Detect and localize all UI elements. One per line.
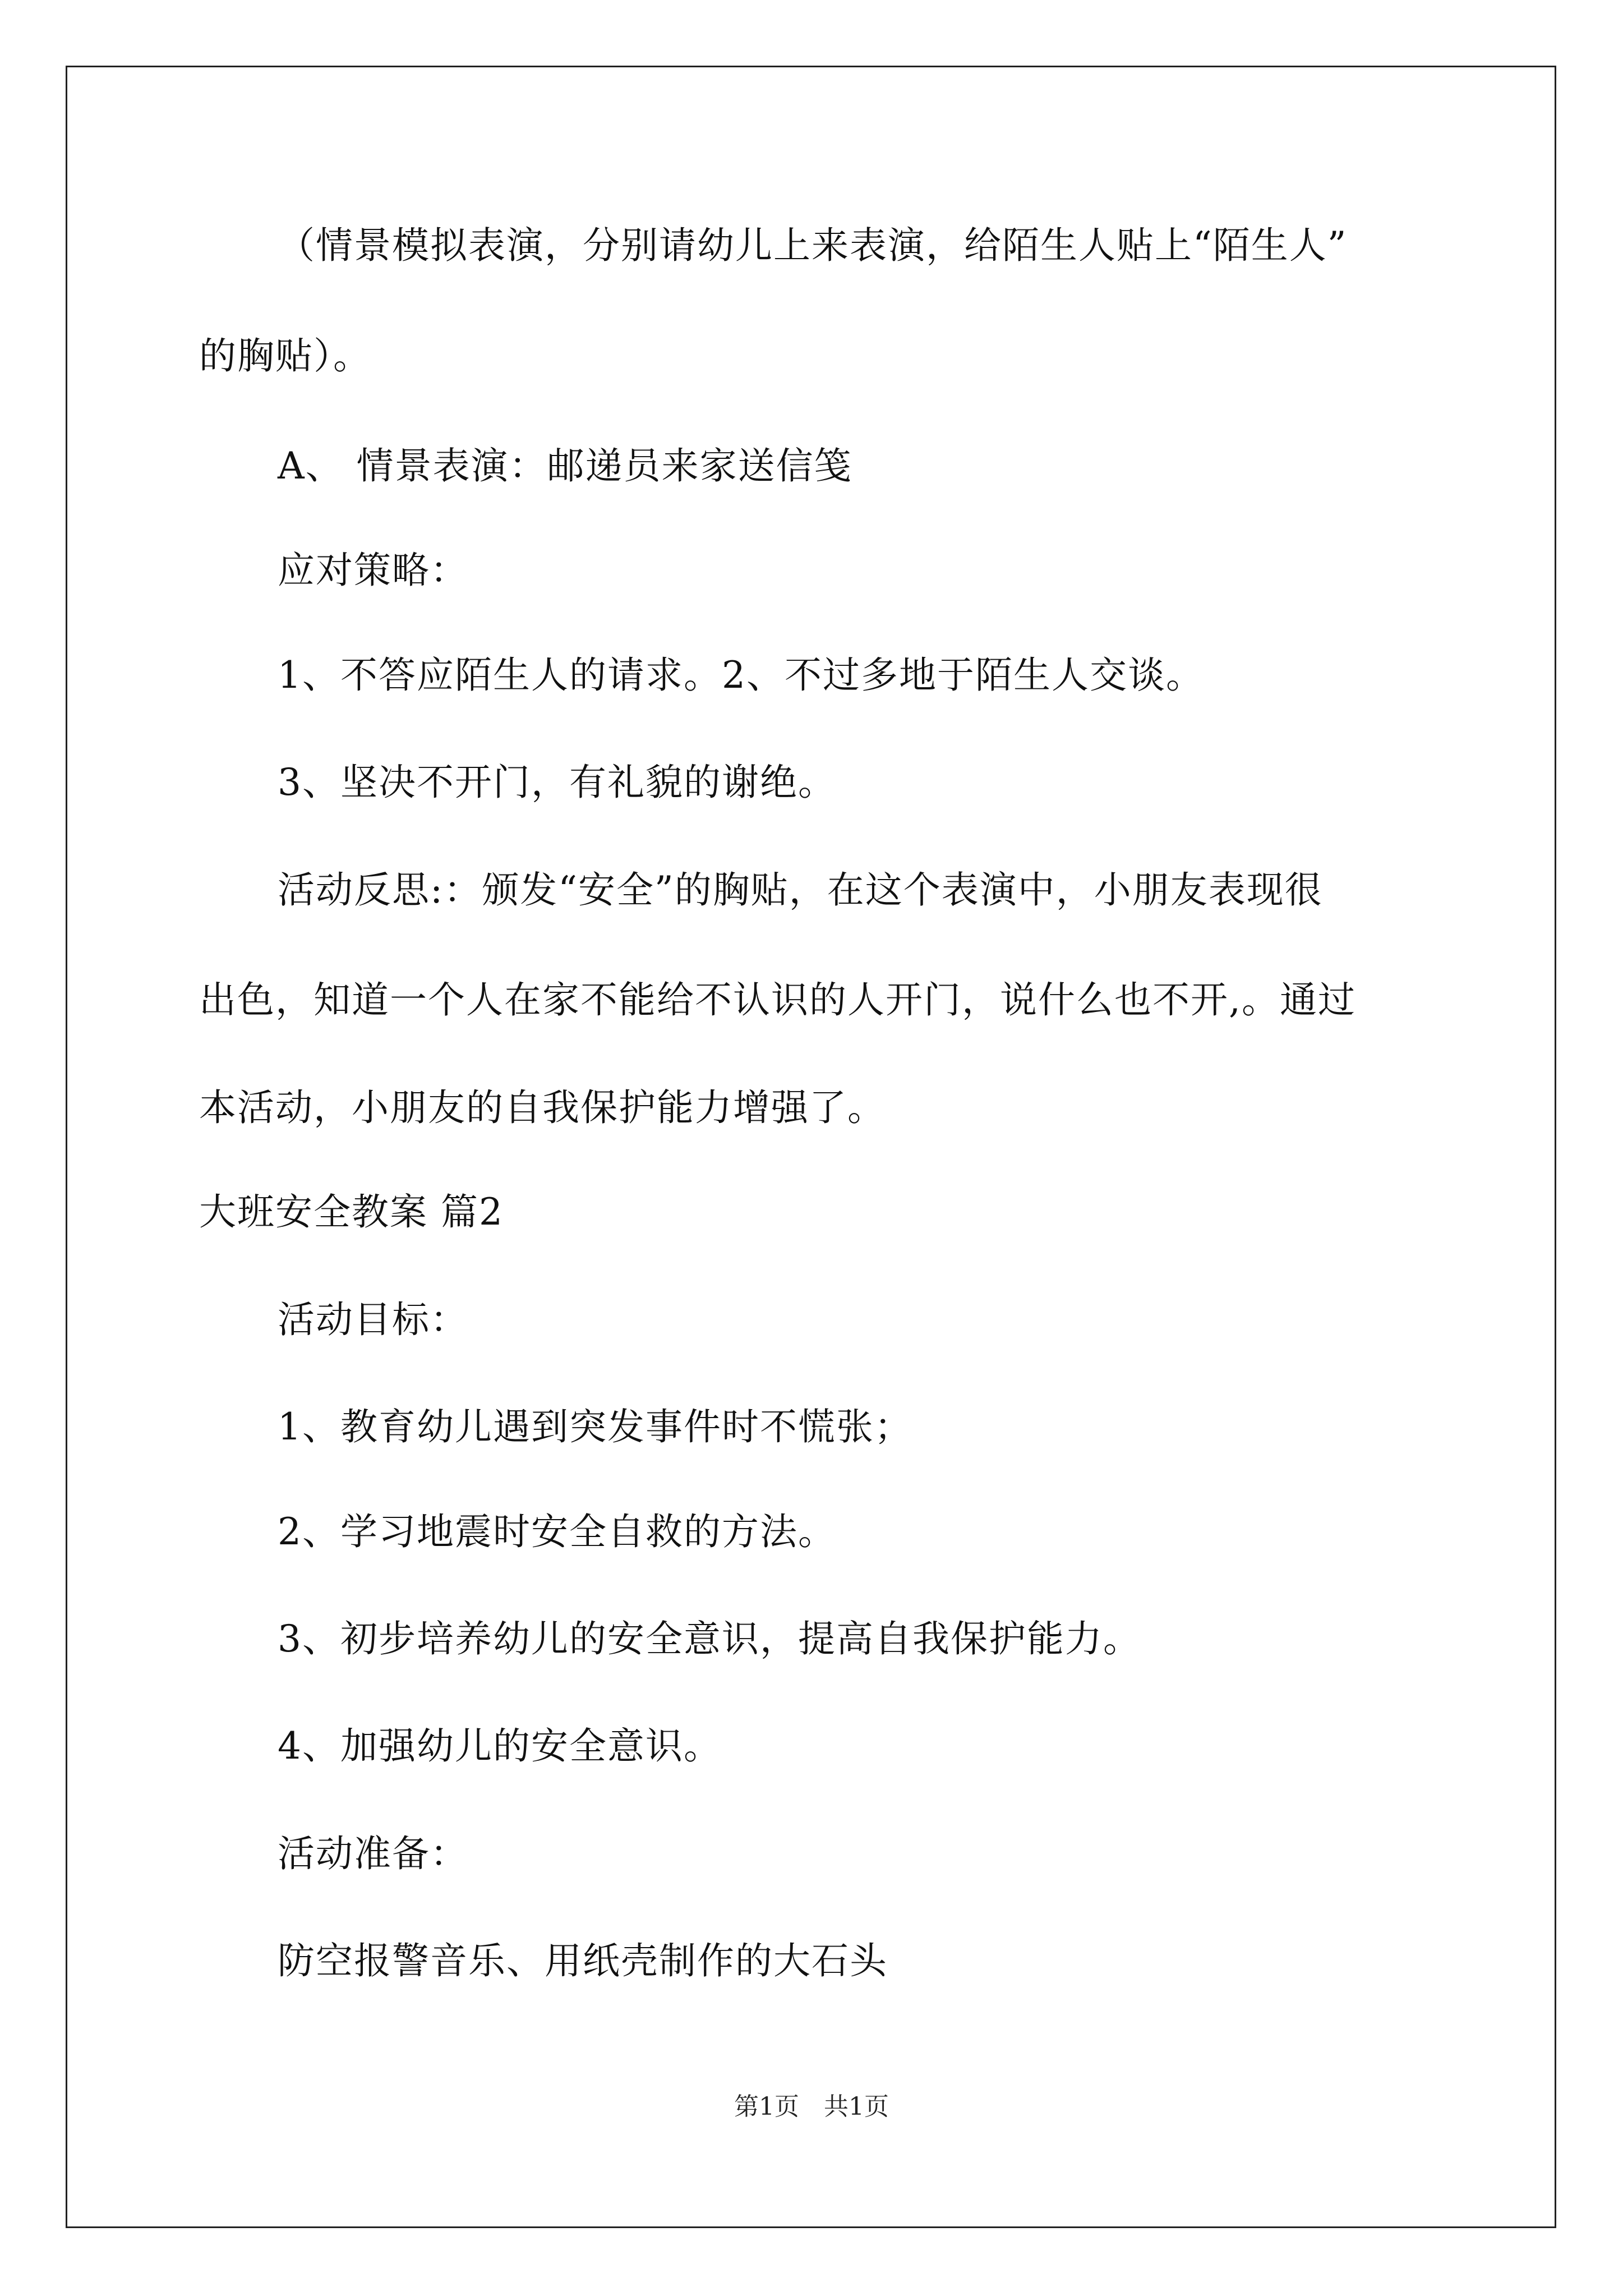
paragraph-goals-heading: 活动目标：	[278, 1298, 468, 1341]
page-footer: 第1页 共1页	[734, 2092, 889, 2121]
paragraph-scenario-a: A、 情景表演：邮递员来家送信笺	[278, 444, 852, 487]
page-border	[66, 66, 1556, 2228]
paragraph-reflection-cont-2: 本活动，小朋友的自我保护能力增强了。	[199, 1086, 886, 1129]
paragraph-scenario-intro: （情景模拟表演，分别请幼儿上来表演，给陌生人贴上“陌生人”	[278, 224, 1348, 267]
paragraph-prep-items: 防空报警音乐、用纸壳制作的大石头	[278, 1939, 888, 1982]
paragraph-scenario-intro-cont: 的胸贴）。	[199, 334, 371, 378]
paragraph-goal-3: 3、初步培养幼儿的安全意识，提高自我保护能力。	[278, 1617, 1141, 1660]
paragraph-strategy-1-2: 1、不答应陌生人的请求。2、不过多地于陌生人交谈。	[278, 654, 1204, 697]
paragraph-goal-1: 1、教育幼儿遇到突发事件时不慌张；	[278, 1405, 912, 1448]
paragraph-prep-heading: 活动准备：	[278, 1832, 468, 1875]
paragraph-strategy-heading: 应对策略：	[278, 549, 468, 592]
paragraph-goal-4: 4、加强幼儿的安全意识。	[278, 1724, 722, 1768]
paragraph-reflection: 活动反思:：颁发“安全”的胸贴，在这个表演中，小朋友表现很	[278, 868, 1323, 912]
paragraph-reflection-cont-1: 出色，知道一个人在家不能给不认识的人开门，说什么也不开,。通过	[199, 978, 1356, 1022]
paragraph-goal-2: 2、学习地震时安全自救的方法。	[278, 1510, 836, 1553]
paragraph-strategy-3: 3、坚决不开门，有礼貌的谢绝。	[278, 761, 836, 804]
section-title: 大班安全教案 篇2	[199, 1190, 504, 1234]
